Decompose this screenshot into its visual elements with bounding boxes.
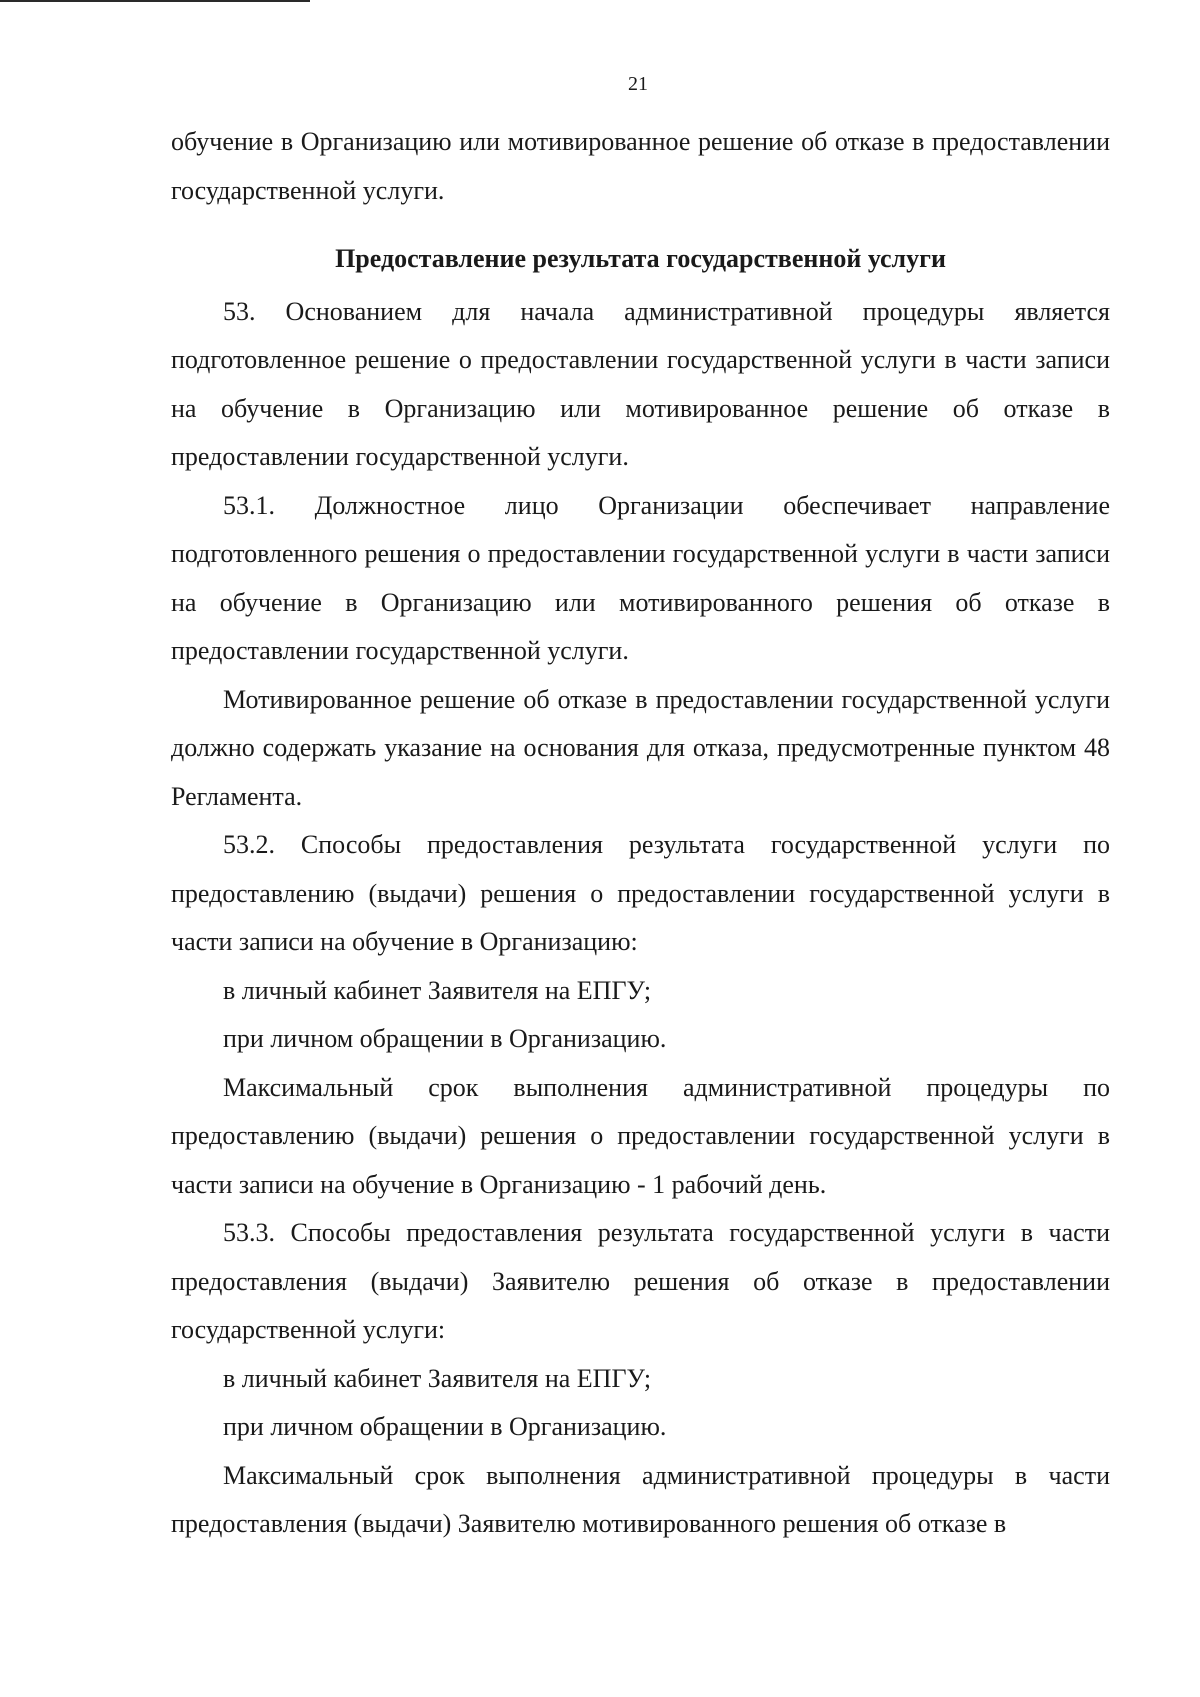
list-item-epgu: в личный кабинет Заявителя на ЕПГУ; xyxy=(223,975,652,1005)
continuation-paragraph: обучение в Организацию или мотивированное решение об отказе в предоставлении государственной услуги. xyxy=(171,127,1110,205)
list-item-epgu-refusal: в личный кабинет Заявителя на ЕПГУ; xyxy=(223,1363,652,1393)
paragraph-53-3: 53.3. Способы предоставления результата государственной услуги в части предоставления (выдачи) Заявителю решения об отказе в предоставлении государственной услуги: xyxy=(171,1218,1110,1344)
list-item-in-person-refusal: при личном обращении в Организацию. xyxy=(223,1412,667,1441)
scan-edge-rule xyxy=(0,0,310,2)
page-number: 21 xyxy=(628,73,648,95)
section-heading: Предоставление результата государственной услуги xyxy=(335,244,946,273)
paragraph-deadline-decision: Максимальный срок выполнения административной процедуры по предоставлению (выдачи) решения о предоставлении государственной услуги в части записи на обучение в Организацию - 1 рабочий день. xyxy=(171,1072,1110,1199)
document-body xyxy=(171,118,1110,1549)
list-item-in-person: при личном обращении в Организацию. xyxy=(223,1024,667,1053)
paragraph-53: 53. Основанием для начала административной процедуры является подготовленное решение о предоставлении государственной услуги в части записи на обучение в Организацию или мотивированное решение об отказе в предоставлении государственной услуги. xyxy=(171,296,1110,471)
paragraph-53-1: 53.1. Должностное лицо Организации обеспечивает направление подготовленного решения о предоставлении государственной услуги в части записи на обучение в Организацию или мотивированного решения об отказе в предоставлении государственной услуги. xyxy=(171,490,1110,665)
paragraph-deadline-refusal: Максимальный срок выполнения административной процедуры в части предоставления (выдачи) Заявителю мотивированного решения об отказе в xyxy=(171,1460,1110,1538)
paragraph-53-2: 53.2. Способы предоставления результата государственной услуги по предоставлению (выдачи) решения о предоставлении государственной услуги в части записи на обучение в Организацию: xyxy=(171,830,1110,956)
paragraph-refusal-grounds: Мотивированное решение об отказе в предоставлении государственной услуги должно содержать указание на основания для отказа, предусмотренные пунктом 48 Регламента. xyxy=(171,684,1110,811)
